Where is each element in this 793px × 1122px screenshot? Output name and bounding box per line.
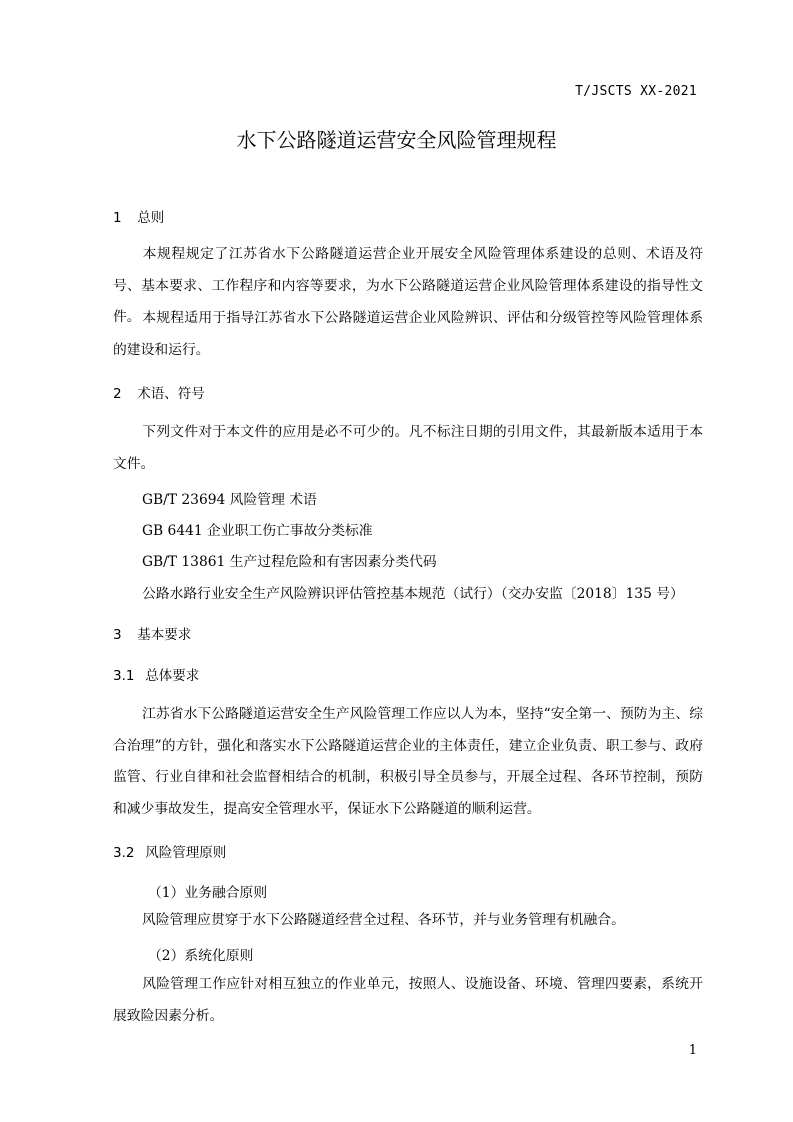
document-title: 水下公路隧道运营安全风险管理规程 xyxy=(236,128,557,152)
paragraph-text: 下列文件对于本文件的应用是必不可少的。凡不标注日期的引用文件，其最新版本适用于本文件。 xyxy=(113,424,703,472)
section-number: 2 xyxy=(113,386,122,402)
reference-item: GB 6441 企业职工伤亡事故分类标准 xyxy=(142,523,373,539)
section-title: 基本要求 xyxy=(137,627,192,643)
reference-item: GB/T 13861 生产过程危险和有害因素分类代码 xyxy=(142,554,437,570)
section-2-heading xyxy=(113,382,205,402)
section-number: 1 xyxy=(113,210,122,226)
paragraph-text: 风险管理应贯穿于水下公路隧道经营全过程、各环节，并与业务管理有机融合。 xyxy=(142,912,625,928)
paragraph-text: 本规程规定了江苏省水下公路隧道运营企业开展安全风险管理体系建设的总则、术语及符号、基本要求、工作程序和内容等要求，为水下公路隧道运营企业风险管理体系建设的指导性文件。 xyxy=(113,246,703,325)
principle-item: （2）系统化原则 xyxy=(148,948,254,964)
standard-number: T/JSCTS XX-2021 xyxy=(575,84,697,99)
section-title: 总则 xyxy=(137,210,165,226)
reference-item: 公路水路行业安全生产风险辨识评估管控基本规范（试行）（交办安监〔2018〕135 号） xyxy=(142,586,684,602)
subsection-3-2-heading xyxy=(113,841,226,861)
section-title: 术语、符号 xyxy=(137,386,205,402)
subsection-number: 3.2 xyxy=(113,845,135,861)
subsection-title: 总体要求 xyxy=(145,668,200,684)
paragraph xyxy=(113,905,703,937)
subsection-number: 3.1 xyxy=(113,668,135,684)
paragraph xyxy=(113,303,703,366)
paragraph-text: 本规程适用于指导江苏省水下公路隧道运营企业风险辨识、评估和分级管控等风险管理体系的建设和运行。 xyxy=(113,310,703,358)
paragraph-text: 风险管理工作应针对相互独立的作业单元，按照人、设施设备、环境、管理四要素，系统开展致险因素分析。 xyxy=(113,976,703,1024)
page-number: 1 xyxy=(688,1043,697,1058)
paragraph xyxy=(113,969,703,1032)
subsection-3-1-heading xyxy=(113,664,199,684)
subsection-title: 风险管理原则 xyxy=(145,845,227,861)
paragraph xyxy=(113,699,703,825)
paragraph-text: 江苏省水下公路隧道运营安全生产风险管理工作应以人为本，坚持“安全第一、预防为主、综合治理”的方针，强化和落实水下公路隧道运营企业的主体责任，建立企业负责、职工参与、政府监管、行业自律和社会监督相结合的机制，积极引导全员参与，开展全过程、各环节控制，预防和减少事故发生，提高安全管理水平，保证水下公路隧道的顺利运营。 xyxy=(113,706,703,817)
section-1-heading xyxy=(113,206,164,226)
principle-item: （1）业务融合原则 xyxy=(148,885,268,901)
reference-item: GB/T 23694 风险管理 术语 xyxy=(142,492,317,508)
section-number: 3 xyxy=(113,627,122,643)
paragraph xyxy=(113,417,703,480)
section-3-heading xyxy=(113,623,191,643)
